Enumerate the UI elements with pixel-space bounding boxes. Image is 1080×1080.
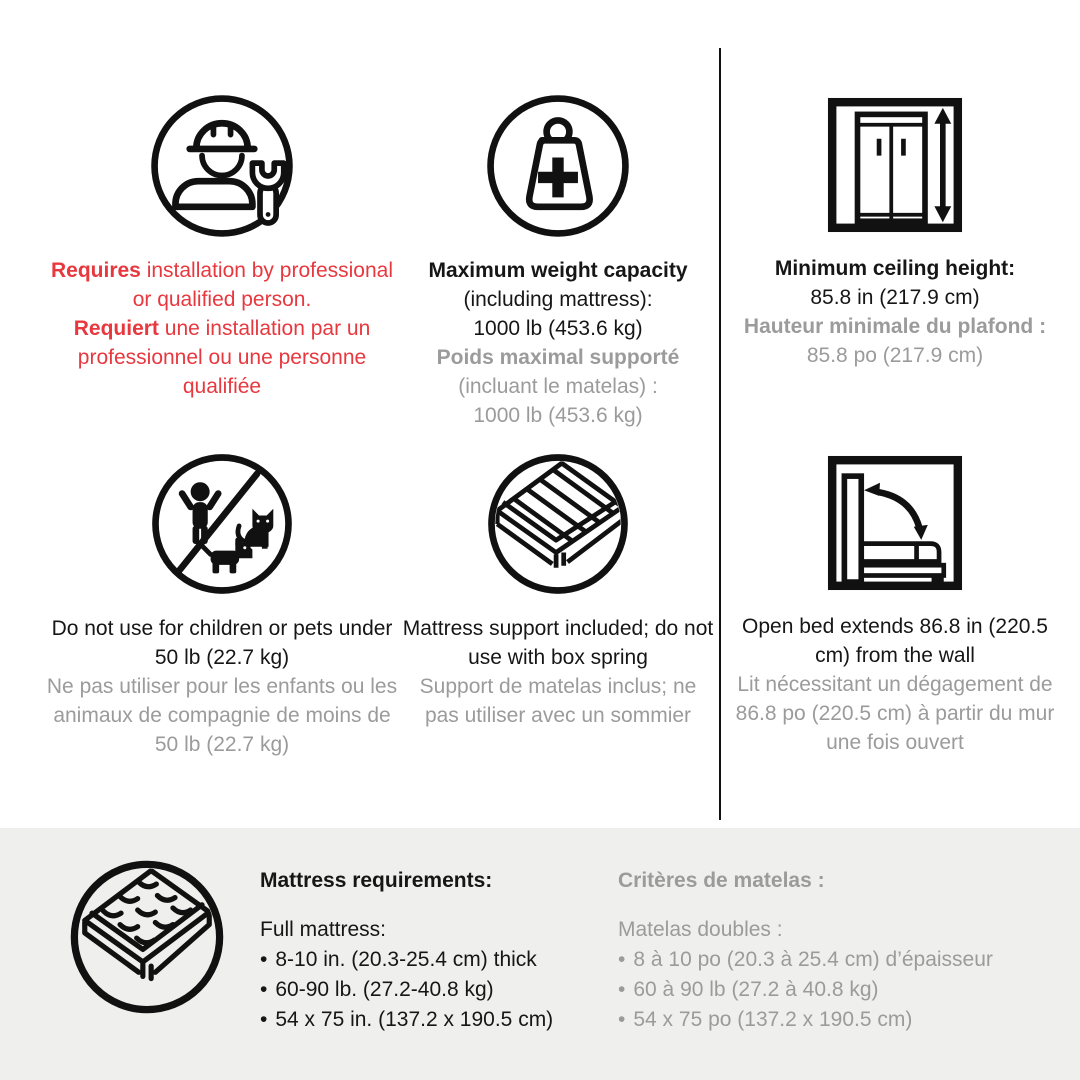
max-weight-panel <box>402 90 714 430</box>
mattress-req-item: • 54 x 75 po (137.2 x 190.5 cm) <box>618 1005 1070 1035</box>
ceiling-value-en: 85.8 in (217.9 cm) <box>810 286 980 309</box>
mattress-req-item: • 8-10 in. (20.3-25.4 cm) thick <box>260 945 605 975</box>
ceiling-height-cabinet-arrow-icon <box>730 90 1060 240</box>
mattress-requirements-fr <box>618 866 1070 1035</box>
no-children-text-en: Do not use for children or pets under 50 lb (22.7 kg) <box>51 617 393 669</box>
mattress-req-title-fr: Critères de matelas : <box>618 869 825 892</box>
installation-rest-en: installation by professional or qualified person. <box>132 259 394 311</box>
open-bed-panel <box>730 448 1060 757</box>
installation-text-en <box>40 256 404 314</box>
ceiling-height-panel <box>730 90 1060 370</box>
mattress-req-subtitle-en: Full mattress: <box>260 918 387 941</box>
open-bed-extension-icon <box>730 448 1060 598</box>
tufted-mattress-icon <box>64 854 230 1020</box>
mattress-requirements-panel <box>0 828 1080 1080</box>
max-weight-title-en: Maximum weight capacity <box>428 259 688 282</box>
installation-lead-en: Requires <box>50 259 141 282</box>
max-weight-value-en: 1000 lb (453.6 kg) <box>473 317 643 340</box>
installation-panel <box>40 90 404 401</box>
installation-lead-fr: Requiert <box>73 317 159 340</box>
mattress-requirements-en <box>260 866 605 1035</box>
max-weight-sub-en: (including mattress): <box>463 288 653 311</box>
open-bed-text-fr: Lit nécessitant un dégagement de 86.8 po (220.5 cm) à partir du mur une fois ouvert <box>735 673 1055 754</box>
open-bed-text-en: Open bed extends 86.8 in (220.5 cm) from the wall <box>742 615 1048 667</box>
mattress-support-text-fr: Support de matelas inclus; ne pas utiliser avec un sommier <box>419 675 697 727</box>
mattress-req-item: • 60 à 90 lb (27.2 à 40.8 kg) <box>618 975 1070 1005</box>
no-children-text-fr: Ne pas utiliser pour les enfants ou les animaux de compagnie de moins de 50 lb (22.7 kg) <box>46 675 398 756</box>
mattress-req-title-en: Mattress requirements: <box>260 869 493 892</box>
mattress-support-text-en: Mattress support included; do not use with box spring <box>402 617 714 669</box>
no-children-pets-icon <box>40 448 404 600</box>
mattress-req-subtitle-fr: Matelas doubles : <box>618 918 783 941</box>
vertical-divider <box>719 48 721 820</box>
ceiling-title-fr: Hauteur minimale du plafond : <box>743 315 1047 338</box>
max-weight-sub-fr: (incluant le matelas) : <box>458 375 658 398</box>
installation-rest-fr: une installation par un professionnel ou une personne qualifiée <box>77 317 371 398</box>
max-weight-title-fr: Poids maximal supporté <box>436 346 680 369</box>
slatted-support-icon <box>402 448 714 600</box>
installer-hardhat-wrench-icon <box>40 90 404 242</box>
weight-plus-icon <box>402 90 714 242</box>
mattress-support-panel <box>402 448 714 730</box>
max-weight-value-fr: 1000 lb (453.6 kg) <box>473 404 643 427</box>
ceiling-title-en: Minimum ceiling height: <box>774 257 1016 280</box>
ceiling-value-fr: 85.8 po (217.9 cm) <box>806 344 984 367</box>
mattress-req-item: • 8 à 10 po (20.3 à 25.4 cm) d’épaisseur <box>618 945 1070 975</box>
mattress-req-list-en <box>260 945 605 1035</box>
mattress-req-list-fr <box>618 945 1070 1035</box>
installation-text-fr <box>40 314 404 401</box>
mattress-req-item: • 60-90 lb. (27.2-40.8 kg) <box>260 975 605 1005</box>
mattress-req-item: • 54 x 75 in. (137.2 x 190.5 cm) <box>260 1005 605 1035</box>
no-children-pets-panel <box>40 448 404 759</box>
